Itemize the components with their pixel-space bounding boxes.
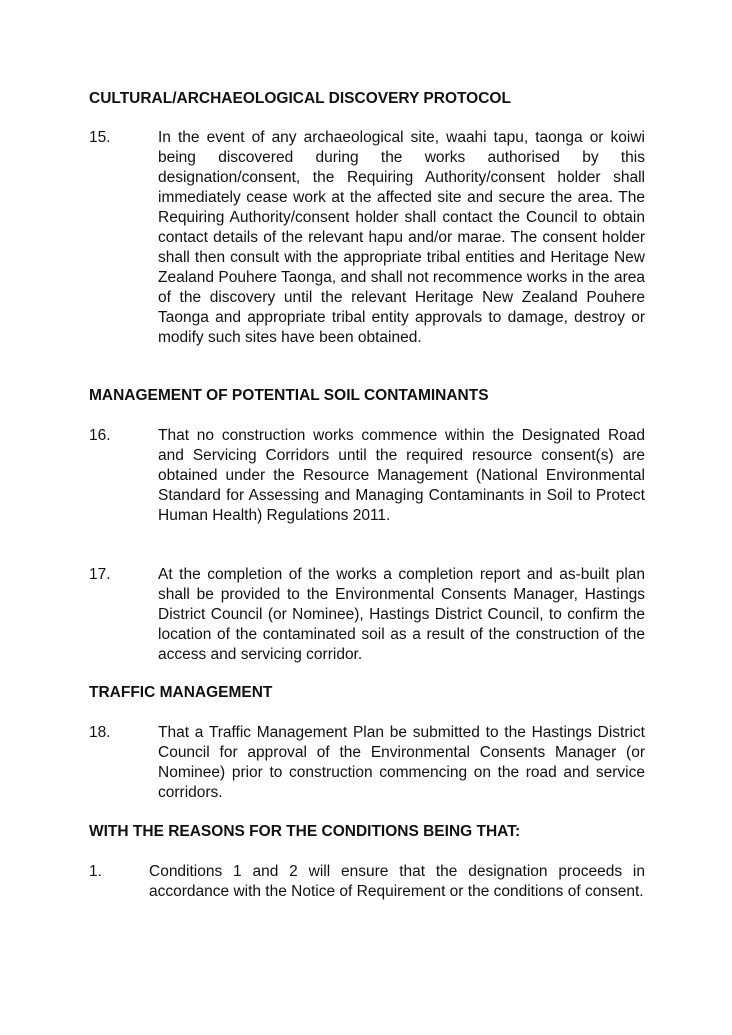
condition-17 xyxy=(89,565,645,665)
condition-15 xyxy=(89,128,645,368)
condition-number: 18. xyxy=(89,724,111,741)
reason-text: Conditions 1 and 2 will ensure that the designation proceeds in accordance with the Notice of Requirement or the conditions of consent. xyxy=(149,863,645,900)
reason-1 xyxy=(89,862,645,922)
condition-text: In the event of any archaeological site, waahi tapu, taonga or koiwi being discovered during the works authorised by this designation/consent, the Requiring Authority/consent holder shall immediately cease work at the affected site and secure the area. The Requiring Authority/consent holder shall contact the Council to obtain contact details of the relevant hapu and/or marae. The consent holder shall then consult with the appropriate tribal entities and Heritage New Zealand Pouhere Taonga, and shall not recommence works in the area of the discovery until the relevant Heritage New Zealand Pouhere Taonga and appropriate tribal entity approvals to damage, destroy or modify such sites have been obtained. xyxy=(158,129,645,346)
heading-soil-contaminants: MANAGEMENT OF POTENTIAL SOIL CONTAMINANTS xyxy=(89,387,489,404)
heading-traffic-management: TRAFFIC MANAGEMENT xyxy=(89,684,273,701)
condition-text: That no construction works commence within the Designated Road and Servicing Corridors until the required resource consent(s) are obtained under the Resource Management (National Environmental Standard for Assessing and Managing Contaminants in Soil to Protect Human Health) Regulations 2011. xyxy=(158,427,645,524)
heading-cultural-archaeological: CULTURAL/ARCHAEOLOGICAL DISCOVERY PROTOCOL xyxy=(89,90,511,107)
condition-number: 17. xyxy=(89,566,111,583)
heading-reasons: WITH THE REASONS FOR THE CONDITIONS BEING THAT: xyxy=(89,823,521,840)
reason-number: 1. xyxy=(89,863,102,880)
condition-text: At the completion of the works a completion report and as-built plan shall be provided to the Environmental Consents Manager, Hastings District Council (or Nominee), Hastings District Council, to confirm the location of the contaminated soil as a result of the construction of the access and servicing corridor. xyxy=(158,566,645,663)
condition-number: 16. xyxy=(89,427,111,444)
condition-text: That a Traffic Management Plan be submitted to the Hastings District Council for approval of the Environmental Consents Manager (or Nominee) prior to construction commencing on the road and service corridors. xyxy=(158,724,645,801)
condition-18 xyxy=(89,723,645,803)
condition-16 xyxy=(89,426,645,546)
condition-number: 15. xyxy=(89,129,111,146)
